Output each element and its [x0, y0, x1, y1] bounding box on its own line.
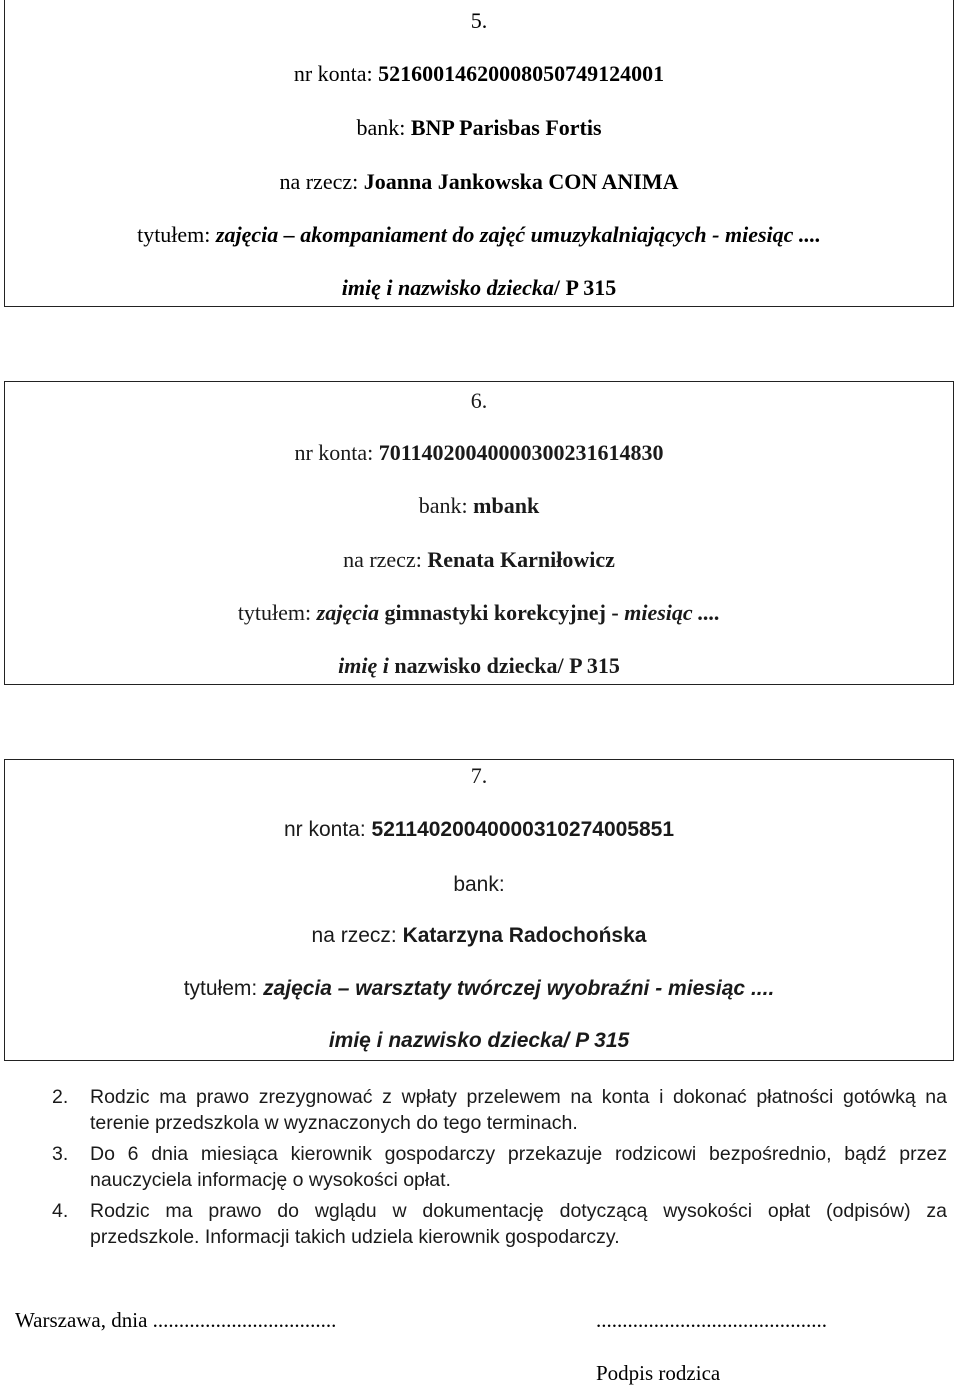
title-part-b: – akompaniament do zajęć umuzykalniających - [278, 222, 725, 247]
payee-line [5, 923, 953, 949]
account-label: nr konta: [283, 818, 366, 841]
list-item [52, 1141, 947, 1193]
title-part-a: zajęcia [316, 600, 379, 625]
list-item [52, 1084, 947, 1136]
title-part-b: gimnastyki korekcyjnej - [378, 600, 625, 625]
list-item-number: 2. [52, 1086, 69, 1108]
title-part-a: zajęcia [215, 222, 279, 247]
payment-entry-7 [4, 759, 954, 1061]
bank-name: mbank [473, 493, 540, 518]
payment-entry-6 [4, 381, 954, 685]
signature-label: Podpis rodzica [596, 1361, 721, 1385]
title-part-a: zajęcia – warsztaty twórczej wyobraźni - miesiąc .... [263, 977, 775, 1000]
account-line [5, 61, 953, 87]
bank-label: bank: [453, 873, 505, 896]
child-part-b: nazwisko dziecka/ P 315 [388, 653, 620, 678]
account-number: 52160014620008050749124001 [378, 61, 665, 86]
list-item-number: 4. [52, 1200, 69, 1222]
child-part-a: imię i nazwisko dziecka/ P 315 [328, 1029, 630, 1052]
account-label: nr konta: [294, 440, 374, 465]
bank-line [5, 115, 953, 141]
payee-label: na rzecz: [343, 547, 422, 572]
account-line [5, 440, 953, 466]
account-line [5, 817, 953, 843]
payee-name: Joanna Jankowska CON ANIMA [363, 169, 679, 194]
title-label: tytułem: [237, 600, 312, 625]
payee-name: Katarzyna Radochońska [402, 924, 647, 947]
title-label: tytułem: [183, 977, 258, 1000]
account-number: 70114020040000300231614830 [378, 440, 664, 465]
child-line [5, 1028, 953, 1054]
payee-line [5, 547, 953, 573]
payee-label: na rzecz: [279, 169, 359, 194]
title-part-c: miesiąc .... [624, 600, 721, 625]
bank-label: bank: [418, 493, 468, 518]
child-part-a: imię i nazwisko dziecka [341, 275, 554, 300]
signature-line: ............................................ [596, 1308, 827, 1332]
account-number: 52114020040000310274005851 [371, 818, 675, 841]
account-label: nr konta: [293, 61, 373, 86]
title-label: tytułem: [137, 222, 211, 247]
title-line [5, 976, 953, 1002]
list-item-text: Do 6 dnia miesiąca kierownik gospodarczy przekazuje rodzicowi bezpośrednio, bądź przez nauczyciela informację o wysokości opłat. [90, 1143, 947, 1191]
list-item-number: 3. [52, 1143, 69, 1165]
entry-number: 5. [470, 8, 488, 33]
child-line [5, 653, 953, 679]
list-item-text: Rodzic ma prawo zrezygnować z wpłaty przelewem na konta i dokonać płatności gotówką na terenie przedszkola w wyznaczonych do tego terminach. [90, 1086, 947, 1134]
payment-entry-5 [4, 0, 954, 307]
payee-name: Renata Karniłowicz [427, 547, 615, 572]
entry-number: 6. [470, 388, 488, 413]
payee-line [5, 169, 953, 195]
list-item-text: Rodzic ma prawo do wglądu w dokumentację dotyczącą wysokości opłat (odpisów) za przedszkole. Informacji takich udziela kierownik gospodarczy. [90, 1200, 947, 1248]
title-part-c: miesiąc .... [724, 222, 821, 247]
child-part-b: / P 315 [553, 275, 617, 300]
bank-line [5, 872, 953, 898]
bank-label: bank: [356, 115, 406, 140]
child-line [5, 275, 953, 301]
title-line [5, 600, 953, 626]
child-part-a: imię i [338, 653, 389, 678]
payee-label: na rzecz: [311, 924, 397, 947]
bank-name: BNP Parisbas Fortis [410, 115, 602, 140]
place-date-line: Warszawa, dnia ................................... [15, 1308, 337, 1332]
title-line [5, 222, 953, 248]
list-item [52, 1198, 947, 1250]
entry-number: 7. [470, 763, 488, 788]
bank-line [5, 493, 953, 519]
